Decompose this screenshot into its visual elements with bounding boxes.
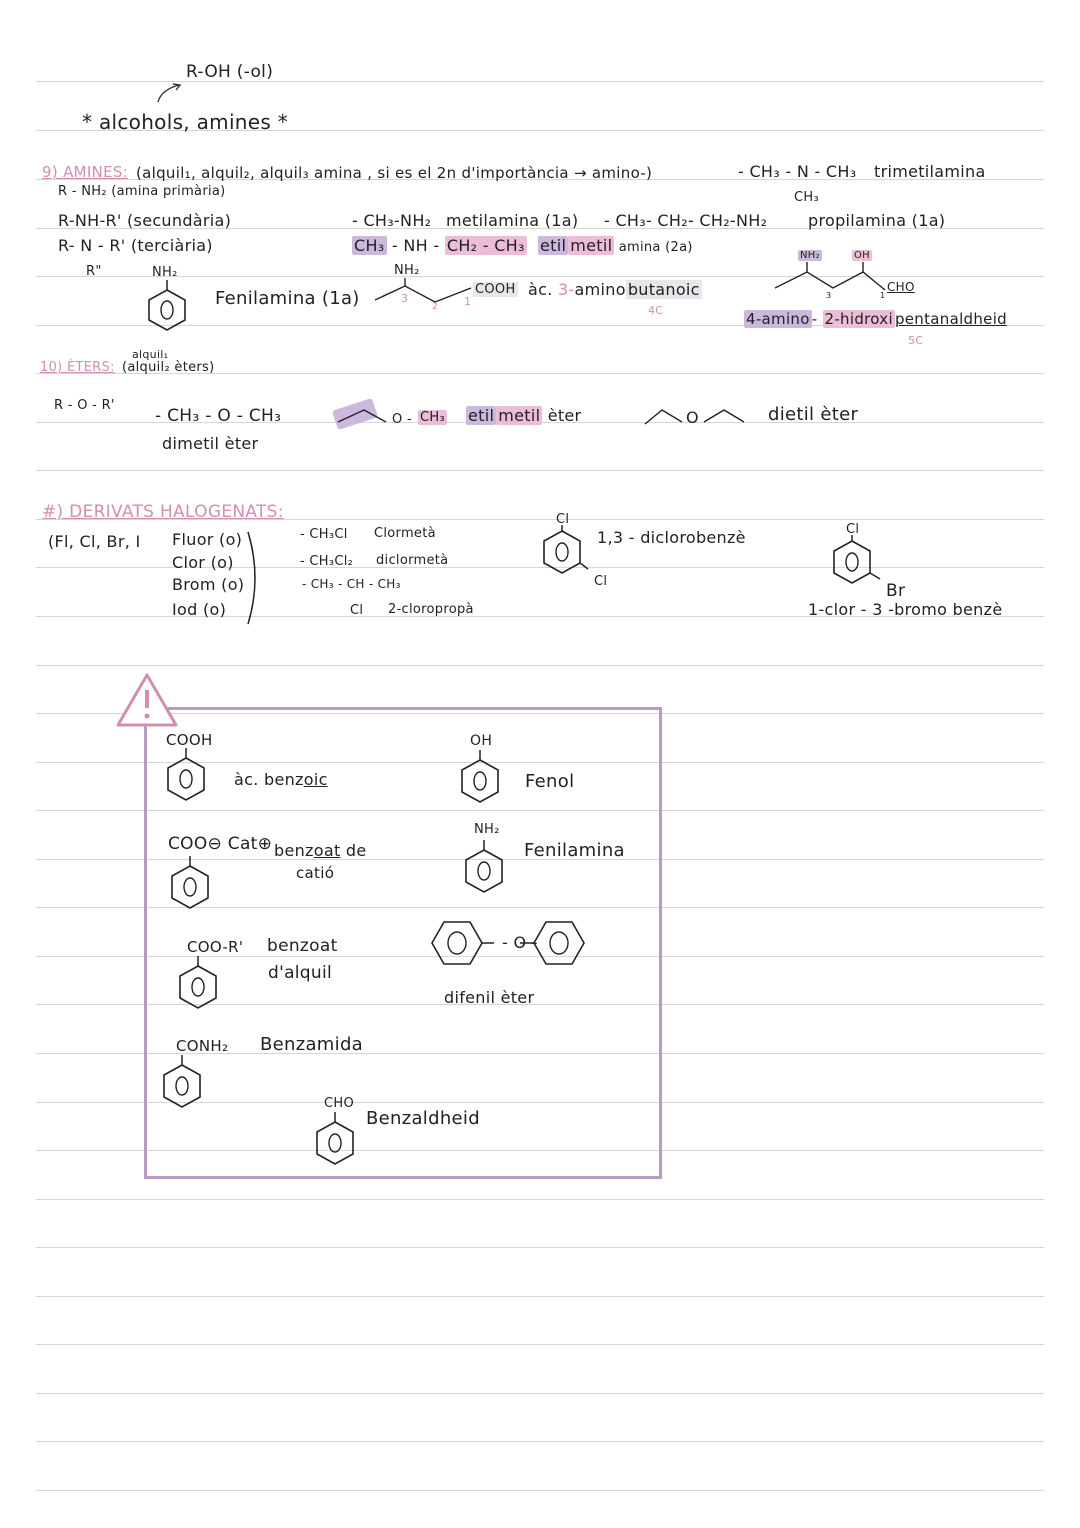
benzoat-cation-name [274, 841, 367, 860]
page-title: * alcohols, amines * [82, 110, 289, 134]
cooh-group: COOH [166, 731, 213, 749]
halogen-example-formula: - CH₃Cl₂ [300, 554, 354, 569]
benzene-ring-icon [168, 856, 212, 916]
benzene-ring-icon [458, 750, 502, 810]
skeletal-formula-icon [775, 262, 890, 292]
rule-line [36, 1441, 1044, 1442]
amines-rule: (alquil₁, alquil₂, alquil₃ amina , si es el 2n d'importància → amino-) [136, 164, 653, 182]
benzoat-alquil-name: benzoat [267, 936, 338, 956]
ethers-rule-top: alquil₁ [132, 348, 169, 361]
skeletal-formula-icon [375, 278, 475, 308]
carbon-count: 4C [648, 304, 664, 317]
carbon-number: 1 [464, 295, 472, 308]
carbon-count: 5C [908, 334, 924, 347]
chlorine-label: Cl [594, 574, 608, 589]
etilmetil-ether-o: O - [392, 412, 412, 427]
pentanal-name: 4-amino - 2-hidroxi pentanaldheid [746, 310, 1007, 328]
benzene-ring-icon [176, 956, 220, 1016]
rule-line [36, 665, 1044, 666]
dichlorobenzene-name: 1,3 - diclorobenzè [597, 528, 746, 547]
ethers-heading: 10) ÈTERS: [40, 360, 115, 375]
name-part: metil [570, 236, 613, 255]
halogen-name: Iod (o) [172, 600, 227, 619]
amine-secondary: R-NH-R' (secundària) [58, 211, 232, 230]
benzaldheid-name: Benzaldheid [366, 1108, 480, 1129]
nh2-group: NH₂ [474, 822, 500, 837]
dietil-o: O [686, 408, 699, 427]
name-part: 4-amino [746, 310, 810, 328]
ether-general: R - O - R' [54, 398, 115, 413]
carbon-number: 1 [880, 291, 886, 300]
halogen-elements: (Fl, Cl, Br, I [48, 532, 141, 551]
halogen-example-name: 2-cloropropà [388, 602, 474, 617]
dimetil-formula: - CH₃ - O - CH₃ [155, 406, 282, 426]
etilmetilamina-name [538, 236, 693, 255]
amine-primary: R - NH₂ (amina primària) [58, 184, 226, 199]
chlorine-label: Cl [556, 512, 570, 527]
propilamina-name: propilamina (1a) [808, 211, 946, 230]
halogen-example-formula: - CH₃Cl [300, 527, 348, 542]
halogen-name: Brom (o) [172, 575, 245, 594]
aminobutanoic-group: NH₂ [394, 263, 420, 278]
name-part: àc. [234, 770, 259, 789]
carbon-number: 2 [432, 302, 439, 312]
clbr-benzene-name: 1-clor - 3 -bromo benzè [808, 600, 1003, 619]
nh2-group: NH₂ [800, 250, 820, 261]
rule-line [36, 1393, 1044, 1394]
benzene-ring-icon [462, 840, 506, 900]
name-part: metil [498, 406, 541, 425]
name-part: 3- [557, 280, 575, 299]
benzene-ring-icon [164, 748, 208, 808]
metilamina-formula: - CH₃-NH₂ [352, 211, 432, 230]
bracket-icon [246, 530, 266, 626]
name-part: oic [303, 770, 328, 789]
oh-group: OH [470, 733, 493, 749]
name-part: etil [540, 236, 567, 255]
rule-line [36, 1344, 1044, 1345]
halogen-name: Clor (o) [172, 553, 234, 572]
arrow-icon [155, 82, 185, 104]
difenil-eter-name: difenil èter [444, 988, 535, 1007]
metilamina-name: metilamina (1a) [446, 211, 579, 230]
etilmetil-ether-ch3: CH₃ [420, 410, 445, 425]
carboxylate-group: COO⊖ Cat⊕ [168, 834, 273, 854]
trimetilamina-sub: CH₃ [794, 190, 819, 205]
name-part: pentanaldheid [894, 310, 1007, 328]
benzene-ring-icon [313, 1112, 357, 1172]
fenilamina-group: NH₂ [152, 265, 178, 280]
halogen-example-formula: - CH₃ - CH - CH₃ [302, 577, 401, 591]
propilamina-formula: - CH₃- CH₂- CH₂-NH₂ [604, 211, 768, 230]
halogen-example-name: Clormetà [374, 526, 436, 541]
amines-heading: 9) AMINES: [42, 163, 129, 181]
amine-tertiary: R- N - R' (terciària) [58, 236, 213, 255]
rule-line [36, 276, 1044, 277]
dimetil-name: dimetil èter [162, 434, 259, 453]
name-part: oat [313, 841, 341, 860]
fenilamina-box-name: Fenilamina [524, 840, 625, 861]
name-part: amino [574, 280, 626, 299]
cooh-group: COOH [475, 282, 516, 297]
halogen-name: Fluor (o) [172, 530, 243, 549]
name-part: butanoic [627, 280, 700, 299]
dietil-name: dietil èter [768, 404, 859, 425]
halogen-heading: #) DERIVATS HALOGENATS: [42, 502, 284, 522]
amide-group: CONH₂ [176, 1037, 229, 1055]
name-part: èter [542, 406, 582, 425]
rule-line [36, 1296, 1044, 1297]
trimetilamina-name: trimetilamina [874, 162, 986, 181]
chlorine-label: Cl [846, 522, 860, 537]
aminobutanoic-name [528, 280, 702, 299]
top-note: R-OH (-ol) [186, 62, 274, 82]
etilmetilamina-formula [352, 236, 527, 255]
amine-tertiary-sub: R" [86, 264, 102, 279]
trimetilamina-formula: - CH₃ - N - CH₃ [738, 162, 857, 181]
name-part: benz [263, 770, 304, 789]
rule-line [36, 1199, 1044, 1200]
name-part: amina (2a) [614, 240, 693, 255]
name-part: àc. [528, 280, 553, 299]
formula-part: - NH - [391, 236, 440, 255]
ester-group: COO-R' [187, 938, 244, 956]
name-part: 2-hidroxi [824, 310, 893, 328]
fenol-name: Fenol [525, 771, 575, 792]
rule-line [36, 1247, 1044, 1248]
benzene-ring-icon [830, 535, 885, 590]
bromine-label: Br [886, 581, 906, 601]
aldehyde-group: CHO [324, 1096, 354, 1111]
rule-line [36, 1490, 1044, 1491]
carbon-number: 3 [401, 292, 409, 305]
formula-part: CH₂ - CH₃ [446, 236, 525, 255]
halogen-example-sub: Cl [350, 603, 364, 618]
formula-part: CH₃ [354, 236, 385, 255]
etilmetil-ether-name [466, 406, 581, 425]
ethyl-chain-icon [330, 398, 390, 434]
name-part: de [340, 841, 367, 860]
benzamida-name: Benzamida [260, 1034, 364, 1055]
benzene-ring-icon [160, 1055, 204, 1115]
halogen-example-name: diclormetà [376, 553, 449, 568]
cho-group: CHO [887, 280, 915, 294]
benzene-ring-icon [145, 280, 189, 336]
benzoat-alquil-name-line2: d'alquil [268, 963, 333, 983]
carbon-number: 3 [826, 291, 832, 300]
benzene-ring-icon [540, 525, 590, 585]
ether-oxygen: - O - [502, 933, 538, 952]
name-part: etil [468, 406, 495, 425]
oh-group: OH [854, 250, 870, 261]
warning-icon [116, 672, 180, 728]
ethers-rule: (alquil₂ èters) [122, 360, 215, 375]
benzoic-name [234, 770, 328, 789]
fenilamina-name: Fenilamina (1a) [215, 288, 360, 309]
rule-line [36, 470, 1044, 471]
benzoat-cation-name-line2: catió [296, 864, 335, 882]
name-part: benz [274, 841, 314, 860]
